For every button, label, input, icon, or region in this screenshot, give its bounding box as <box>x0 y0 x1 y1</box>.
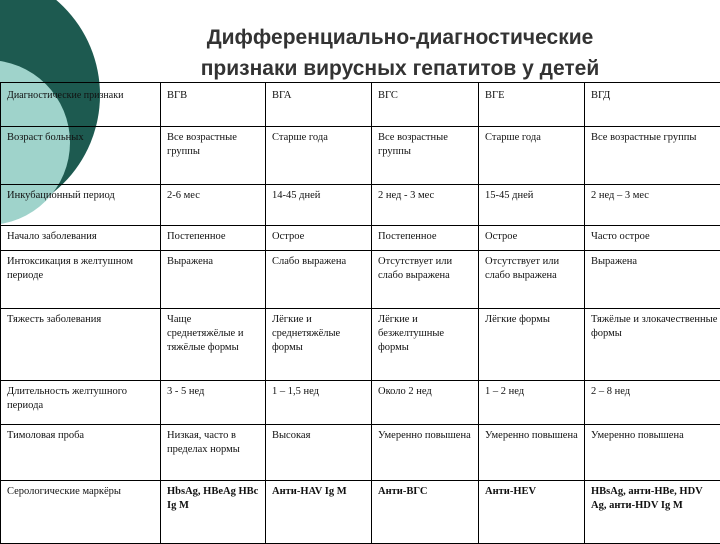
table-cell: Лёгкие и безжелтушные формы <box>372 309 479 381</box>
table-cell: Постепенное <box>372 226 479 251</box>
table-cell: 14-45 дней <box>266 185 372 226</box>
table-row <box>1 381 720 425</box>
table-cell: Выражена <box>585 251 720 309</box>
table-cell: 2 нед – 3 мес <box>585 185 720 226</box>
table-cell: 15-45 дней <box>479 185 585 226</box>
table-cell: 1 – 1,5 нед <box>266 381 372 425</box>
table-cell: Лёгкие формы <box>479 309 585 381</box>
table-cell: Выражена <box>161 251 266 309</box>
table-cell: Отсутствует или слабо выражена <box>372 251 479 309</box>
table-cell: HbsAg, HBeAg HBc Ig M <box>161 481 266 544</box>
title-line-1: Дифференциально-диагностические <box>100 22 700 53</box>
table-cell: Все возрастные группы <box>372 127 479 185</box>
table-header-row <box>1 83 720 127</box>
table-cell: Лёгкие и среднетяжёлые формы <box>266 309 372 381</box>
row-label: Возраст больных <box>1 127 161 185</box>
table-cell: 3 - 5 нед <box>161 381 266 425</box>
column-header: ВГЕ <box>479 83 585 127</box>
row-label: Инкубационный период <box>1 185 161 226</box>
row-label: Начало заболевания <box>1 226 161 251</box>
comparison-table <box>0 82 720 544</box>
table-row <box>1 226 720 251</box>
table-cell: 2 – 8 нед <box>585 381 720 425</box>
table-row <box>1 127 720 185</box>
table-cell: Высокая <box>266 425 372 481</box>
table-cell: Острое <box>479 226 585 251</box>
table-row <box>1 251 720 309</box>
table-cell: Умеренно повышена <box>585 425 720 481</box>
table-cell: Все возрастные группы <box>161 127 266 185</box>
row-label: Интоксикация в желтушном периоде <box>1 251 161 309</box>
table-cell: 1 – 2 нед <box>479 381 585 425</box>
column-header: ВГА <box>266 83 372 127</box>
table-cell: HBsAg, анти-HBe, HDV Ag, анти-HDV Ig M <box>585 481 720 544</box>
table-cell: Умеренно повышена <box>479 425 585 481</box>
table-cell: Умеренно повышена <box>372 425 479 481</box>
table-cell: Слабо выражена <box>266 251 372 309</box>
table-cell: Около 2 нед <box>372 381 479 425</box>
table-cell: Низкая, часто в пределах нормы <box>161 425 266 481</box>
table-cell: Старше года <box>266 127 372 185</box>
table-cell: 2 нед - 3 мес <box>372 185 479 226</box>
row-label: Тимоловая проба <box>1 425 161 481</box>
table-cell: Все возрастные группы <box>585 127 720 185</box>
table-cell: Острое <box>266 226 372 251</box>
table-cell: Часто острое <box>585 226 720 251</box>
table-cell: Анти-HEV <box>479 481 585 544</box>
title-line-2: признаки вирусных гепатитов у детей <box>100 53 700 84</box>
column-header: ВГД <box>585 83 720 127</box>
table-row <box>1 425 720 481</box>
table-row <box>1 481 720 544</box>
table-cell: Старше года <box>479 127 585 185</box>
table-cell: Отсутствует или слабо выражена <box>479 251 585 309</box>
table-row <box>1 309 720 381</box>
row-label: Тяжесть заболевания <box>1 309 161 381</box>
slide-title <box>100 22 700 84</box>
table-cell: Тяжёлые и злокачественные формы <box>585 309 720 381</box>
table-cell: 2-6 мес <box>161 185 266 226</box>
row-label: Длительность желтушного периода <box>1 381 161 425</box>
corner-header: Диагностические признаки <box>1 83 161 127</box>
row-label: Серологические маркёры <box>1 481 161 544</box>
table-row <box>1 185 720 226</box>
column-header: ВГВ <box>161 83 266 127</box>
table-cell: Анти-HAV Ig M <box>266 481 372 544</box>
column-header: ВГС <box>372 83 479 127</box>
table-cell: Постепенное <box>161 226 266 251</box>
table-cell: Анти-ВГС <box>372 481 479 544</box>
table-cell: Чаще среднетяжёлые и тяжёлые формы <box>161 309 266 381</box>
